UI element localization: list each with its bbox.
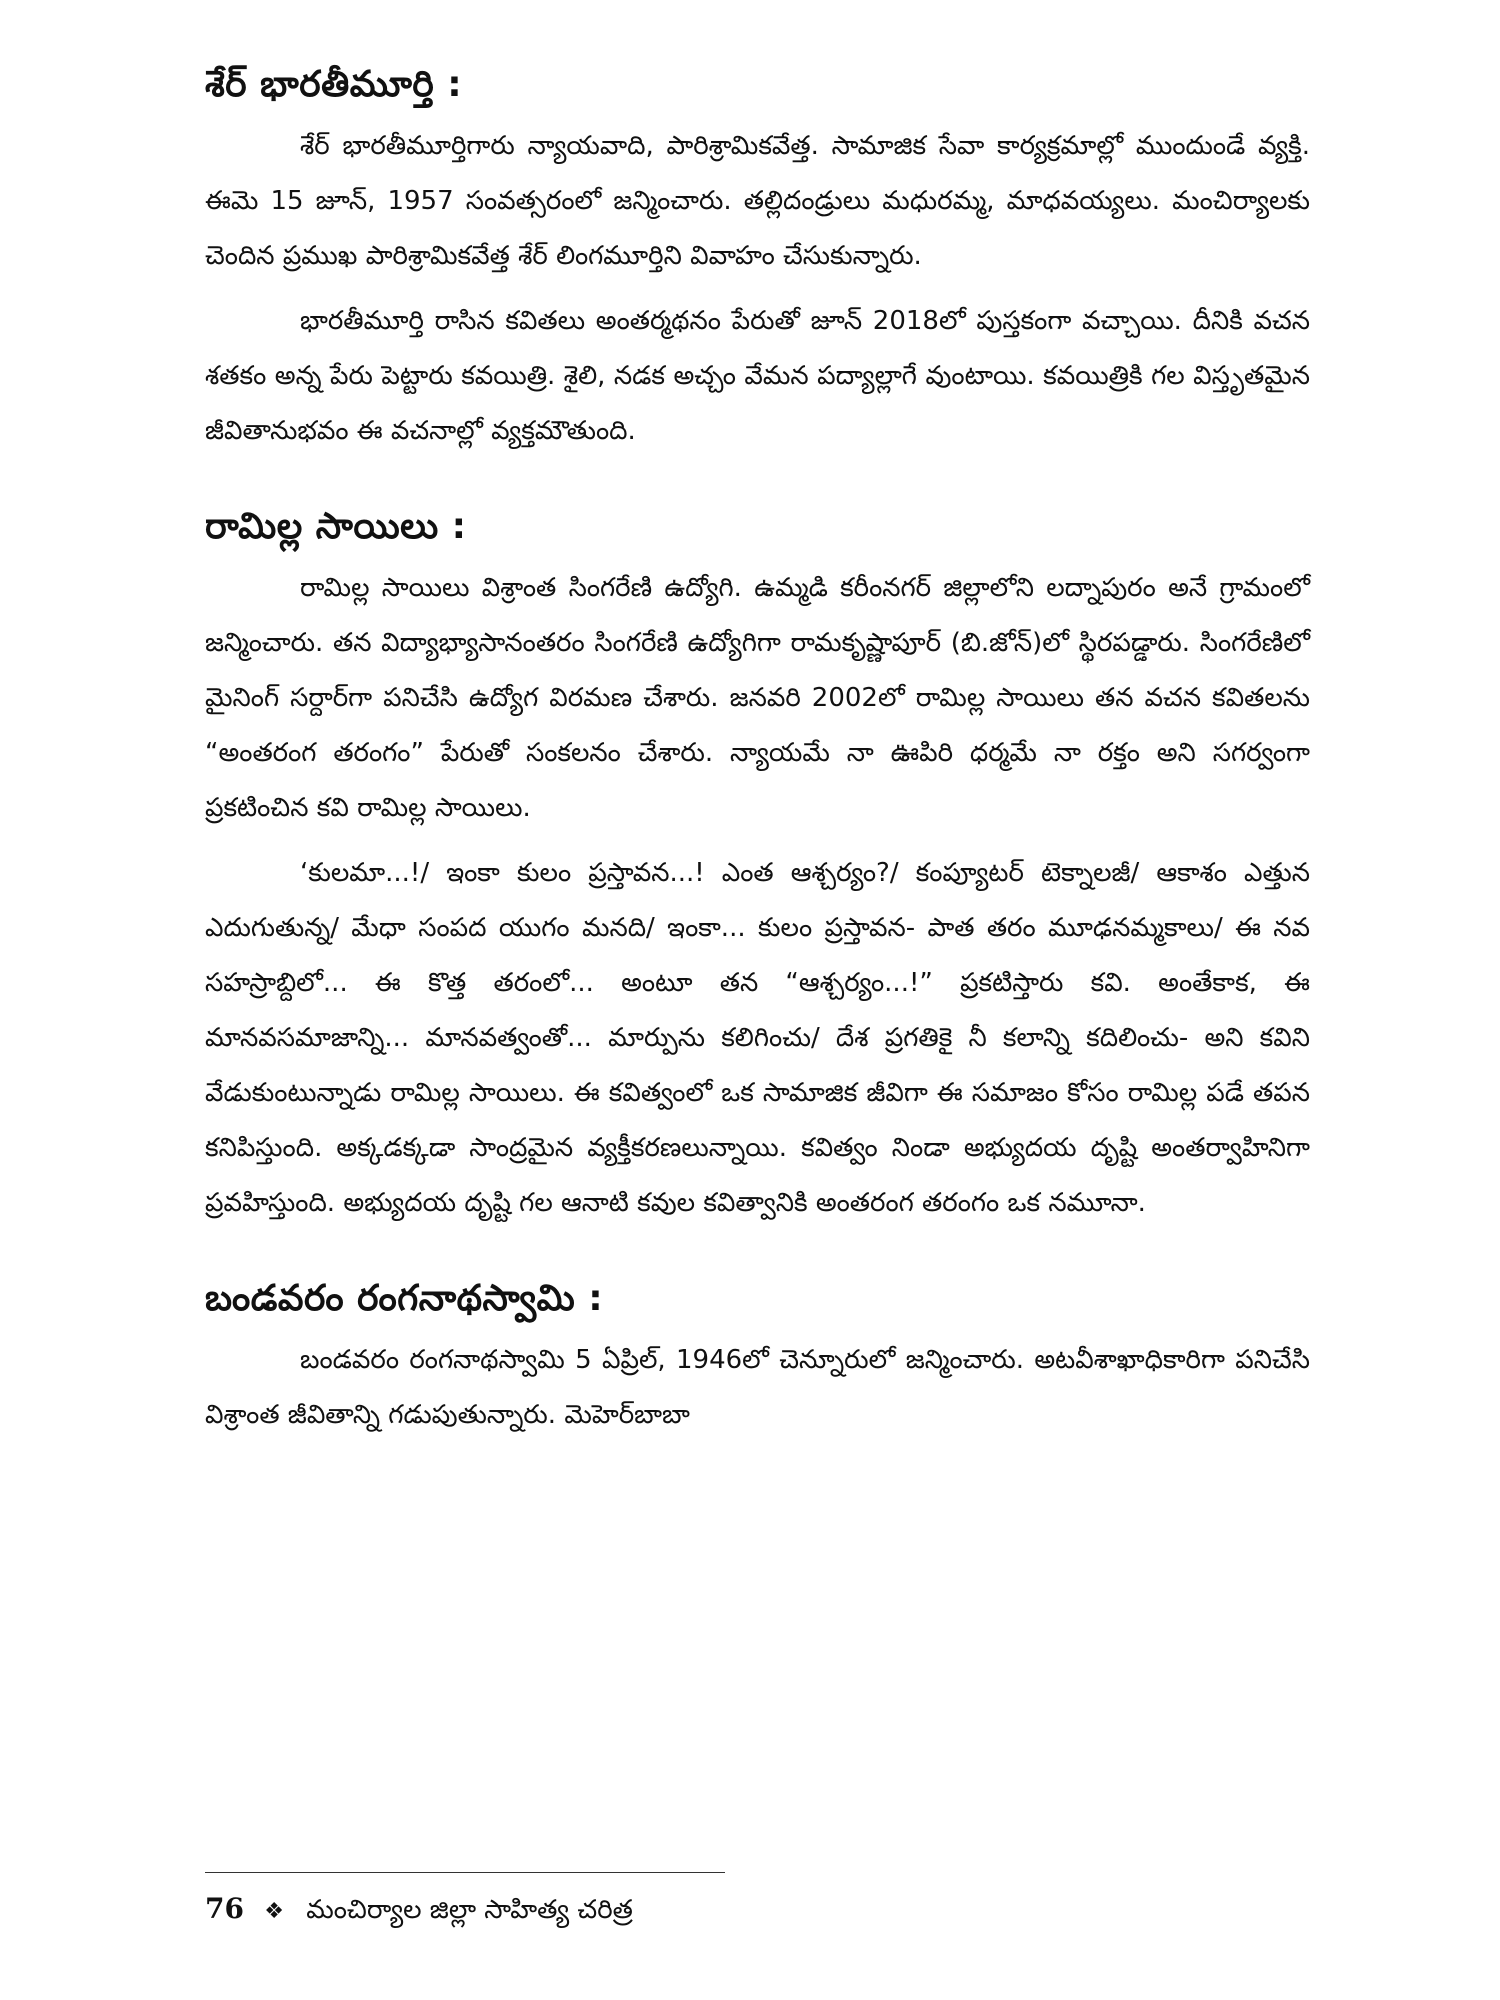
book-title: మంచిర్యాల జిల్లా సాహిత్య చరిత్ర <box>306 1895 633 1925</box>
section-bandavaram-ranganathaswamy <box>205 1269 1310 1443</box>
section-heading: శేర్ భారతీమూర్తి : <box>205 64 463 105</box>
footer-divider <box>205 1872 725 1873</box>
paragraph: శేర్ భారతీమూర్తిగారు న్యాయవాది, పారిశ్రామికవేత్త. సామాజిక సేవా కార్యక్రమాల్లో ముందుండే వ్యక్తి. ఈమె 15 జూన్, 1957 సంవత్సరంలో జన్మించారు. తల్లిదండ్రులు మధురమ్మ, మాధవయ్యలు. మంచిర్యాలకు చెందిన ప్రముఖ పారిశ్రామికవేత్త శేర్ లింగమూర్తిని వివాహం చేసుకున్నారు. <box>205 131 1310 271</box>
footer-line <box>205 1889 1310 1932</box>
paragraph: బండవరం రంగనాథస్వామి 5 ఏప్రిల్, 1946లో చెన్నూరులో జన్మించారు. అటవీశాఖాధికారిగా పనిచేసి విశ్రాంత జీవితాన్ని గడుపుతున్నారు. మెహెర్‌బాబా <box>205 1345 1310 1430</box>
section-ramilla-sayilu <box>205 497 1310 1231</box>
section-bharathimurthy <box>205 55 1310 459</box>
page-footer <box>205 1872 1310 1932</box>
diamond-ornament-icon: ❖ <box>264 1899 284 1924</box>
page-number: 76 <box>205 1892 244 1925</box>
section-heading: బండవరం రంగనాథస్వామి : <box>205 1278 604 1319</box>
page-body <box>205 55 1310 1481</box>
paragraph: రామిల్ల సాయిలు విశ్రాంత సింగరేణి ఉద్యోగి. ఉమ్మడి కరీంనగర్ జిల్లాలోని లద్నాపురం అనే గ్రామంలో జన్మించారు. తన విద్యాభ్యాసానంతరం సింగరేణి ఉద్యోగిగా రామకృష్ణాపూర్ (బి.జోన్)లో స్థిరపడ్డారు. సింగరేణిలో మైనింగ్ సర్దార్‌గా పనిచేసి ఉద్యోగ విరమణ చేశారు. జనవరి 2002లో రామిల్ల సాయిలు తన వచన కవితలను “అంతరంగ తరంగం” పేరుతో సంకలనం చేశారు. న్యాయమే నా ఊపిరి ధర్మమే నా రక్తం అని సగర్వంగా ప్రకటించిన కవి రామిల్ల సాయిలు. <box>205 573 1310 823</box>
paragraph: ‘కులమా...!/ ఇంకా కులం ప్రస్తావన...! ఎంత ఆశ్చర్యం?/ కంప్యూటర్ టెక్నాలజీ/ ఆకాశం ఎత్తున ఎదుగుతున్న/ మేధా సంపద యుగం మనది/ ఇంకా... కులం ప్రస్తావన- పాత తరం మూఢనమ్మకాలు/ ఈ నవ సహస్రాబ్దిలో... ఈ కొత్త తరంలో... అంటూ తన “ఆశ్చర్యం...!” ప్రకటిస్తారు కవి. అంతేకాక, ఈ మానవసమాజాన్ని... మానవత్వంతో... మార్పును కలిగించు/ దేశ ప్రగతికై నీ కలాన్ని కదిలించు- అని కవిని వేడుకుంటున్నాడు రామిల్ల సాయిలు. ఈ కవిత్వంలో ఒక సామాజిక జీవిగా ఈ సమాజం కోసం రామిల్ల పడే తపన కనిపిస్తుంది. అక్కడక్కడా సాంద్రమైన వ్యక్తీకరణలున్నాయి. కవిత్వం నిండా అభ్యుదయ దృష్టి అంతర్వాహినిగా ప్రవహిస్తుంది. అభ్యుదయ దృష్టి గల ఆనాటి కవుల కవిత్వానికి అంతరంగ తరంగం ఒక నమూనా. <box>205 858 1310 1218</box>
paragraph: భారతీమూర్తి రాసిన కవితలు అంతర్మథనం పేరుతో జూన్ 2018లో పుస్తకంగా వచ్చాయి. దీనికి వచన శతకం అన్న పేరు పెట్టారు కవయిత్రి. శైలి, నడక అచ్చం వేమన పద్యాల్లాగే వుంటాయి. కవయిత్రికి గల విస్తృతమైన జీవితానుభవం ఈ వచనాల్లో వ్యక్తమౌతుంది. <box>205 306 1310 446</box>
section-heading: రామిల్ల సాయిలు : <box>205 506 467 547</box>
